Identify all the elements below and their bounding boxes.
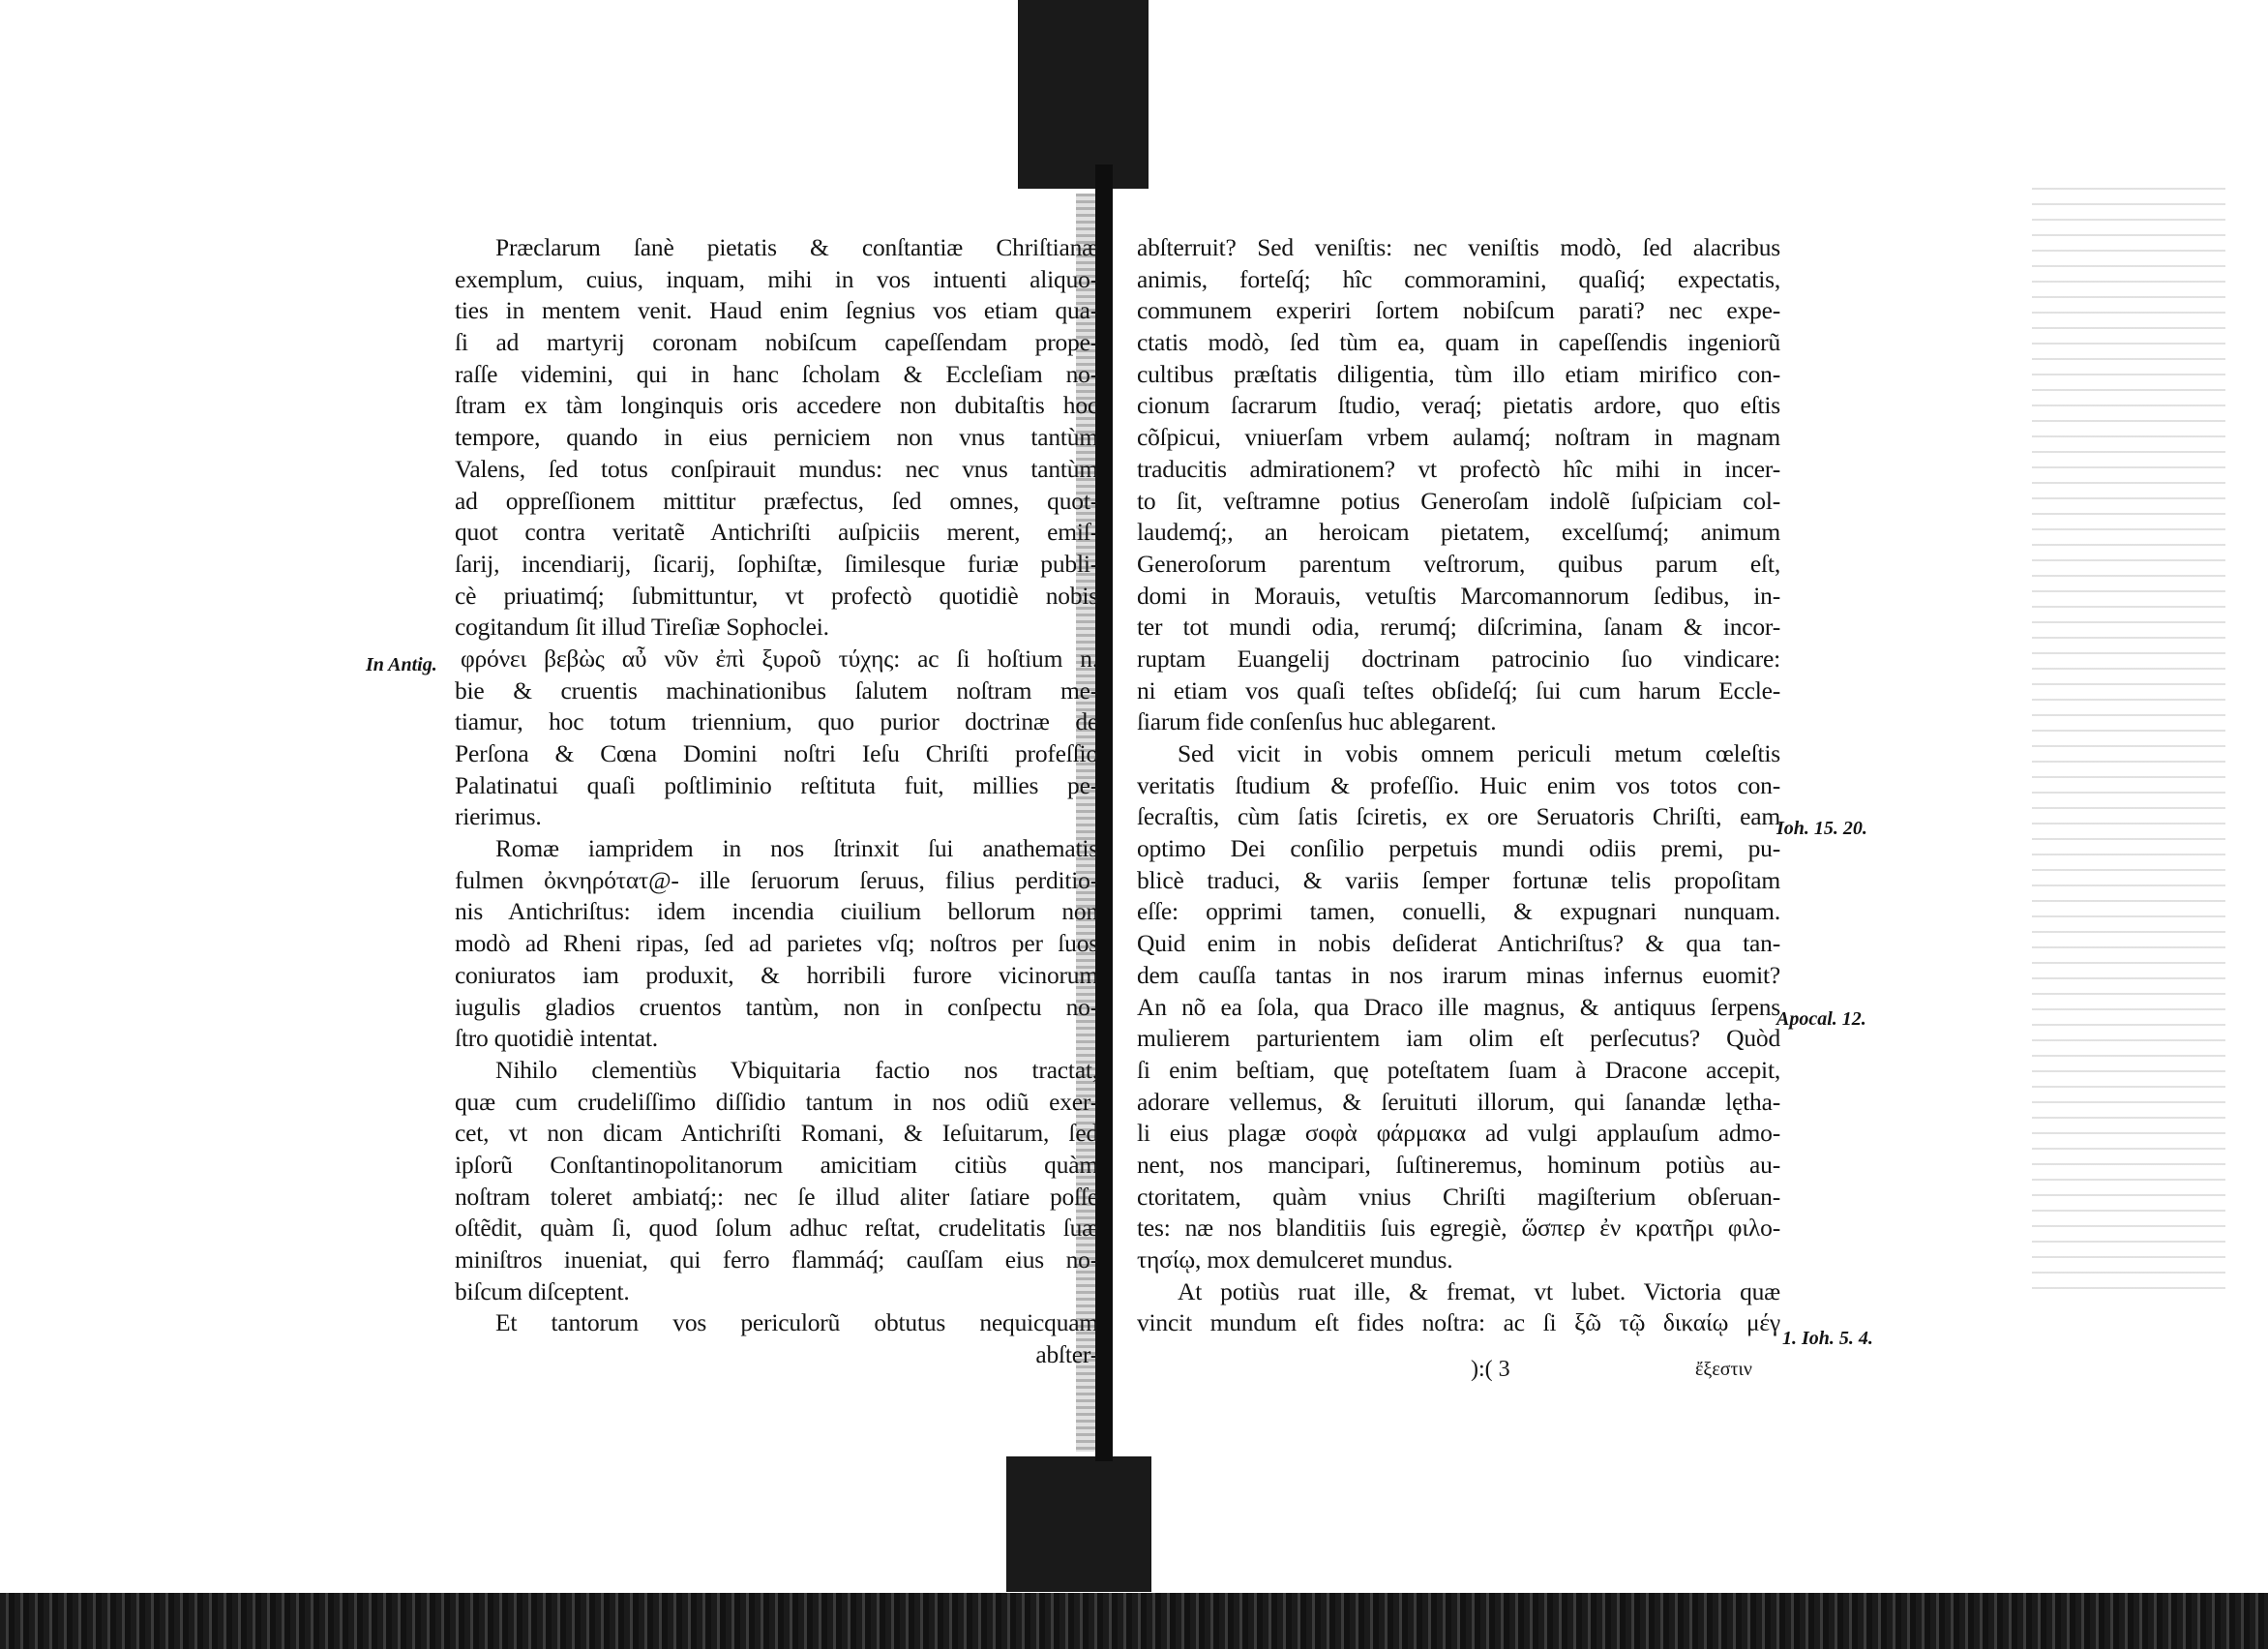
- text-line: ctatis modò, ſed tùm ea, quam in capeſſendis ingeniorũ: [1137, 328, 1780, 357]
- page-edges: [2032, 174, 2225, 1297]
- text-line: An nõ ea ſola, qua Draco ille magnus, & antiquus ſerpens: [1137, 992, 1780, 1021]
- text-line: coniuratos iam produxit, & horribili furore vicinorum: [455, 960, 1098, 989]
- text-line: τησίῳ, mox demulceret mundus.: [1137, 1245, 1453, 1274]
- margin-note: Ioh. 15. 20.: [1776, 818, 1867, 839]
- text-line: ſi ad martyrij coronam nobiſcum capeſſendam prope-: [455, 328, 1098, 357]
- text-line: miniſtros inueniat, qui ferro flammáq́; cauſſam eius no-: [455, 1245, 1098, 1274]
- text-line: blicè traduci, & variis ſemper fortunæ telis propoſitam: [1137, 865, 1780, 894]
- margin-note: 1. Ioh. 5. 4.: [1782, 1328, 1873, 1349]
- text-line: cionum ſacrarum ſtudio, veraq́; pietatis ardore, quo eſtis: [1137, 391, 1780, 420]
- text-line: adorare vellemus, & ſeruituti illorum, qui ſanandæ lętha-: [1137, 1087, 1780, 1116]
- text-line: Præclarum ſanè pietatis & conſtantiæ Chriſtianæ: [495, 233, 1098, 261]
- text-line: laudemq́;, an heroicam pietatem, excelſumq́; animum: [1137, 518, 1780, 547]
- text-line: Nihilo clementiùs Vbiquitaria factio nos tractat,: [495, 1055, 1098, 1084]
- text-line: ipſorũ Conſtantinopolitanorum amicitiam citiùs quàm: [455, 1150, 1098, 1179]
- text-line: eſſe: opprimi tamen, conuelli, & expugnari nunquam.: [1137, 897, 1780, 926]
- text-line: raſſe videmini, qui in hanc ſcholam & Eccleſiam no-: [455, 359, 1098, 388]
- text-line: rierimus.: [455, 802, 542, 831]
- catchword: ἔξεστιν: [1695, 1359, 1752, 1380]
- text-line: nis Antichriſtus: idem incendia ciuilium bellorum non: [455, 897, 1098, 926]
- text-line: ruptam Euangelij doctrinam patrocinio ſuo vindicare:: [1137, 644, 1780, 673]
- text-line: φρόνει βεβὼς αὖ νῦν ἐπὶ ξυροῦ τύχης: ac ſi hoſtium n.: [461, 644, 1098, 673]
- text-line: ſarij, incendiarij, ſicarij, ſophiſtæ, ſimilesque furiæ publi-: [455, 549, 1098, 578]
- text-line: biſcum diſceptent.: [455, 1276, 630, 1305]
- text-line: ſi enim beſtiam, quę poteſtatem ſuam à Dracone accepit,: [1137, 1055, 1780, 1084]
- text-line: Valens, ſed totus conſpirauit mundus: nec vnus tantùm: [455, 454, 1098, 483]
- text-line: to ſit, veſtramne potius Generoſam indolẽ ſuſpiciam col-: [1137, 486, 1780, 515]
- text-line: cet, vt non dicam Antichriſti Romani, & Ieſuitarum, ſed: [455, 1119, 1098, 1148]
- text-line: Sed vicit in vobis omnem periculi metum cœleſtis: [1178, 739, 1780, 767]
- text-line: Generoſorum parentum veſtrorum, quibus parum eſt,: [1137, 549, 1780, 578]
- text-line: ad oppreſſionem mittitur præfectus, ſed omnes, quot-: [455, 486, 1098, 515]
- text-line: domi in Morauis, vetuſtis Marcomannorum ſedibus, in-: [1137, 581, 1780, 610]
- text-line: animis, forteſq́; hîc commoramini, quaſiq́; expectatis,: [1137, 264, 1780, 293]
- text-line: bie & cruentis machinationibus ſalutem noſtram me-: [455, 675, 1098, 705]
- text-line: tes: næ nos blanditiis ſuis egregiè, ὥσπερ ἐν κρατῆρι φιλο-: [1137, 1214, 1780, 1243]
- text-line: cè priuatimq́; ſubmittuntur, vt profectò quotidiè nobis: [455, 581, 1098, 610]
- margin-note: Apocal. 12.: [1776, 1008, 1866, 1030]
- signature-mark: ):( 3: [1471, 1357, 1510, 1382]
- right-page-text: [1137, 232, 1780, 1339]
- text-line: cogitandum ſit illud Tireſiæ Sophoclei.: [455, 613, 829, 642]
- text-line: At potiùs ruat ille, & fremat, vt lubet. Victoria quæ: [1178, 1276, 1780, 1305]
- text-line: mulierem parturientem iam olim eſt perſecutus? Quòd: [1137, 1024, 1780, 1053]
- text-line: traducitis admirationem? vt profectò hîc mihi in incer-: [1137, 454, 1780, 483]
- text-line: ter tot mundi odia, rerumq́; diſcrimina, ſanam & incor-: [1137, 613, 1780, 642]
- text-line: ſtro quotidiè intentat.: [455, 1024, 658, 1053]
- text-line: veritatis ſtudium & profeſſio. Huic enim vos totos con-: [1137, 770, 1780, 799]
- text-line: exemplum, cuius, inquam, mihi in vos intuenti aliquo-: [455, 264, 1098, 293]
- text-line: dem cauſſa tantas in nos irarum minas infernus euomit?: [1137, 960, 1780, 989]
- text-line: ſtram ex tàm longinquis oris accedere non dubitaſtis hoc: [455, 391, 1098, 420]
- text-line: Quid enim in nobis deſiderat Antichriſtus? & qua tan-: [1137, 929, 1780, 958]
- text-line: Et tantorum vos periculorũ obtutus nequicquam: [495, 1308, 1098, 1337]
- text-line: quæ cum crudeliſſimo diſſidio tantum in nos odiũ exer-: [455, 1087, 1098, 1116]
- text-line: Perſona & Cœna Domini noſtri Ieſu Chriſti profeſſio: [455, 739, 1098, 767]
- left-page-text: [455, 232, 1098, 1371]
- text-line: nent, nos mancipari, ſuſtineremus, hominum potiùs au-: [1137, 1150, 1780, 1179]
- text-line: abſterruit? Sed veniſtis: nec veniſtis modò, ſed alacribus: [1137, 233, 1780, 261]
- text-line: quot contra veritatẽ Antichriſti auſpiciis merent, emiſ-: [455, 518, 1098, 547]
- text-line: Romæ iampridem in nos ſtrinxit ſui anathematis: [495, 834, 1098, 863]
- text-line: ſecraſtis, cùm ſatis ſciretis, ex ore Seruatoris Chriſti, eam: [1137, 802, 1780, 831]
- margin-note: In Antig.: [366, 654, 437, 675]
- text-line: optimo Dei conſilio perpetuis mundi odiis premi, pu-: [1137, 834, 1780, 863]
- text-line: cultibus præſtatis diligentia, tùm illo etiam mirifico con-: [1137, 359, 1780, 388]
- text-line: li eius plagæ σοφὰ φάρμακα ad vulgi applauſum admo-: [1137, 1119, 1780, 1148]
- text-line: fulmen ὀκνηρότατ@- ille ſeruorum ſeruus, filius perditio-: [455, 865, 1098, 894]
- text-line: Palatinatui quaſi poſtliminio reſtituta fuit, millies pe-: [455, 770, 1098, 799]
- text-line: ctoritatem, quàm vnius Chriſti magiſterium obſeruan-: [1137, 1182, 1780, 1211]
- scanner-shadow-top: [1018, 0, 1149, 189]
- text-line: ties in mentem venit. Haud enim ſegnius vos etiam qua-: [455, 296, 1098, 325]
- text-line: oſtẽdit, quàm ſi, quod ſolum adhuc reſtat, crudelitatis ſuæ: [455, 1214, 1098, 1243]
- text-line: tempore, quando in eius perniciem non vnus tantùm: [455, 423, 1098, 452]
- text-line: modò ad Rheni ripas, ſed ad parietes vſq; noſtros per ſuos: [455, 929, 1098, 958]
- text-line: vincit mundum eſt fides noſtra: ac ſi ξῶ τῷ δικαίῳ μέγ: [1137, 1308, 1780, 1337]
- text-line: cõſpicui, vniuerſam vrbem aulamq́; noſtram in magnam: [1137, 423, 1780, 452]
- text-line: noſtram toleret ambiatq́;: nec ſe illud aliter ſatiare poſſe: [455, 1182, 1098, 1211]
- text-line: ni etiam vos quaſi teſtes obſideſq́; ſui cum harum Eccle-: [1137, 675, 1780, 705]
- catchword: abſter-: [1035, 1340, 1098, 1369]
- scanner-shadow-bottom: [1006, 1456, 1151, 1592]
- text-line: iugulis gladios cruentos tantùm, non in conſpectu no-: [455, 992, 1098, 1021]
- text-line: ſiarum fide conſenſus huc ablegarent.: [1137, 707, 1497, 736]
- text-line: tiamur, hoc totum triennium, quo purior doctrinæ de: [455, 707, 1098, 736]
- scanner-bed-edge: [0, 1593, 2268, 1649]
- text-line: communem experiri ſortem nobiſcum parati? nec expe-: [1137, 296, 1780, 325]
